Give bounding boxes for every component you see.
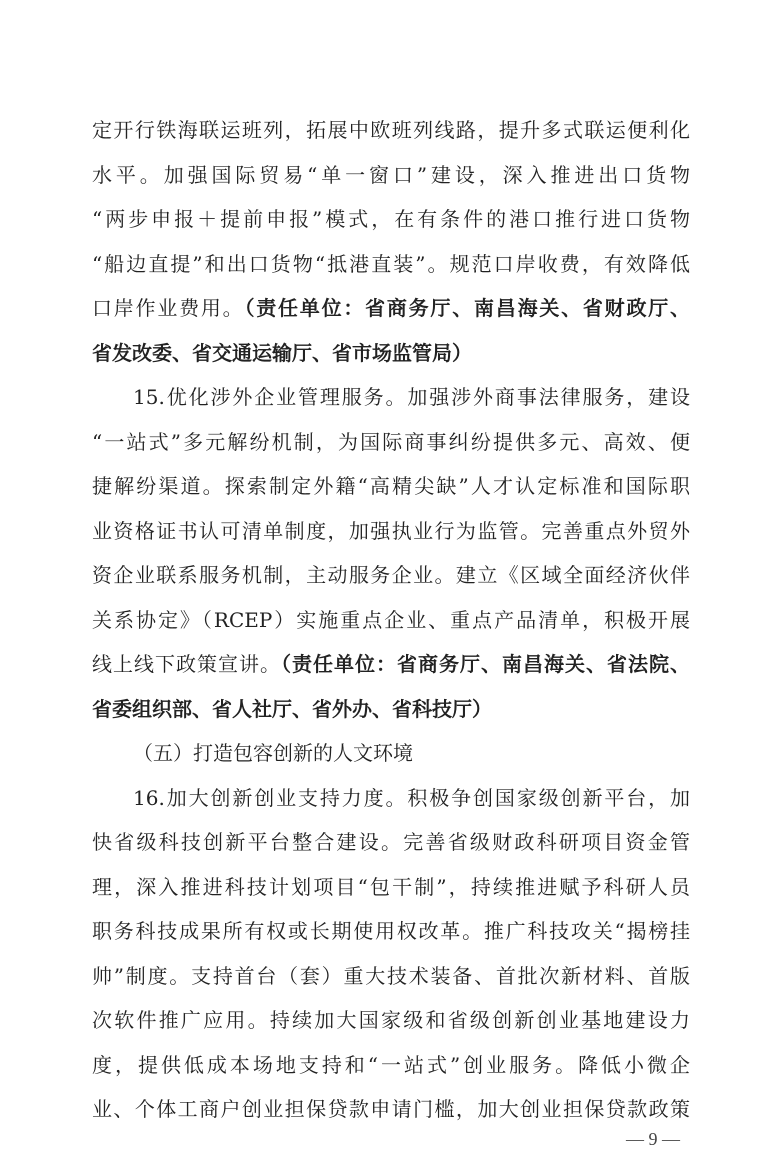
responsible-units: 省发改委、省交通运输厅、省市场监管局） (92, 341, 472, 365)
page-number: — 9 — (626, 1129, 680, 1149)
paragraph-line: 度，提供低成本场地支持和“一站式”创业服务。降低小微企 (92, 1053, 690, 1077)
paragraph-line: 捷解纷渠道。探索制定外籍“高精尖缺”人才认定标准和国际职 (92, 474, 690, 498)
paragraph-line: 业、个体工商户创业担保贷款申请门槛，加大创业担保贷款政策 (92, 1097, 690, 1121)
responsible-units: （责任单位：省商务厅、南昌海关、省财政厅、 (244, 296, 691, 320)
paragraph-line: 关系协定》（RCEP）实施重点企业、重点产品清单，积极开展 (92, 608, 690, 632)
paragraph-line (92, 697, 690, 721)
paragraph-line: 业资格证书认可清单制度，加强执业行为监管。完善重点外贸外 (92, 519, 690, 543)
paragraph-line (92, 341, 690, 365)
responsible-units: （责任单位：省商务厅、南昌海关、省法院、 (281, 652, 690, 676)
paragraph-line: “两步申报＋提前申报”模式，在有条件的港口推行进口货物 (92, 207, 690, 231)
section-heading: （五）打造包容创新的人文环境 (133, 741, 413, 765)
paragraph-line: 定开行铁海联运班列，拓展中欧班列线路，提升多式联运便利化 (92, 118, 690, 142)
paragraph-text: 线上线下政策宣讲。 (92, 652, 281, 676)
paragraph-text: 口岸作业费用。 (92, 296, 245, 320)
paragraph-line: 快省级科技创新平台整合建设。完善省级财政科研项目资金管 (92, 830, 690, 854)
paragraph-line: 水平。加强国际贸易“单一窗口”建设，深入推进出口货物 (92, 163, 690, 187)
paragraph-line: 15.优化涉外企业管理服务。加强涉外商事法律服务，建设 (133, 385, 690, 409)
paragraph-line: 帅”制度。支持首台（套）重大技术装备、首批次新材料、首版 (92, 964, 690, 988)
paragraph-line: “一站式”多元解纷机制，为国际商事纠纷提供多元、高效、便 (92, 430, 690, 454)
paragraph-line: 资企业联系服务机制，主动服务企业。建立《区域全面经济伙伴 (92, 563, 690, 587)
paragraph-line: 理，深入推进科技计划项目“包干制”，持续推进赋予科研人员 (92, 875, 690, 899)
paragraph-line: 次软件推广应用。持续加大国家级和省级创新创业基地建设力 (92, 1008, 690, 1032)
paragraph-line: “船边直提”和出口货物“抵港直装”。规范口岸收费，有效降低 (92, 252, 690, 276)
paragraph-line (92, 296, 690, 320)
responsible-units: 省委组织部、省人社厅、省外办、省科技厅） (92, 697, 492, 721)
paragraph-line (92, 652, 690, 676)
paragraph-line: 职务科技成果所有权或长期使用权改革。推广科技攻关“揭榜挂 (92, 919, 690, 943)
paragraph-line: 16.加大创新创业支持力度。积极争创国家级创新平台，加 (133, 786, 690, 810)
